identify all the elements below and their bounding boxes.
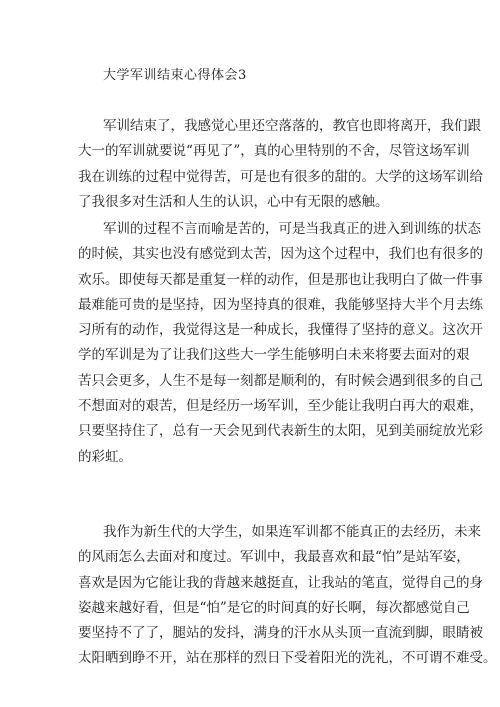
text-line: 的彩虹。 <box>78 448 132 465</box>
text-line: 军训结束了，我感觉心里还空落落的，教官也即将离开，我们跟 <box>103 118 481 134</box>
text-line: 喜欢是因为它能让我的背越来越挺直，让我站的笔直，觉得自己的身 <box>78 574 483 591</box>
text-line: 苦只会更多，人生不是每一刻都是顺利的，有时候会遇到很多的自己 <box>78 372 483 389</box>
paragraph-3 <box>78 520 497 672</box>
paragraph-2 <box>78 217 483 470</box>
document-title: 大学军训结束心得体会3 <box>103 68 247 83</box>
text-line: 最难能可贵的是坚持，因为坚持真的很难，我能够坚持大半个月去练 <box>78 296 483 313</box>
text-line: 我作为新生代的大学生，如果连军训都不能真正的去经历，未来 <box>103 524 481 540</box>
text-line: 姿越来越好看，但是“怕”是它的时间真的好长啊，每次都感觉自己 <box>78 599 470 616</box>
text-line: 我在训练的过程中觉得苦，可是也有很多的甜的。大学的这场军训给 <box>78 168 483 185</box>
text-line: 要坚持不了了，腿站的发抖，满身的汗水从头顶一直流到脚，眼睛被 <box>78 625 483 642</box>
text-line: 习所有的动作，我觉得这是一种成长，我懂得了坚持的意义。这次开 <box>78 322 483 339</box>
paragraph-1 <box>78 114 483 215</box>
text-line: 太阳晒到睁不开，站在那样的烈日下受着阳光的洗礼，不可谓不难受。 <box>78 650 497 667</box>
text-line: 大一的军训就要说“再见了”，真的心里特别的不舍，尽管这场军训 <box>78 143 470 160</box>
text-line: 军训的过程不言而喻是苦的，可是当我真正的进入到训练的状态 <box>103 221 481 237</box>
text-line: 学的军训是为了让我们这些大一学生能够明白未来将要去面对的艰 <box>78 347 470 364</box>
text-line: 的风雨怎么去面对和度过。军训中，我最喜欢和最“怕”是站军姿， <box>78 549 470 566</box>
text-line: 了我很多对生活和人生的认识，心中有无限的感触。 <box>78 193 389 210</box>
text-line: 不想面对的艰苦，但是经历一场军训，至少能让我明白再大的艰难， <box>78 398 483 415</box>
text-line: 只要坚持住了，总有一天会见到代表新生的太阳，见到美丽绽放光彩 <box>78 423 483 440</box>
text-line: 的时候，其实也没有感觉到太苦，因为这个过程中，我们也有很多的 <box>78 246 483 263</box>
text-line: 欢乐。即使每天都是重复一样的动作，但是那也让我明白了做一件事 <box>78 271 483 288</box>
